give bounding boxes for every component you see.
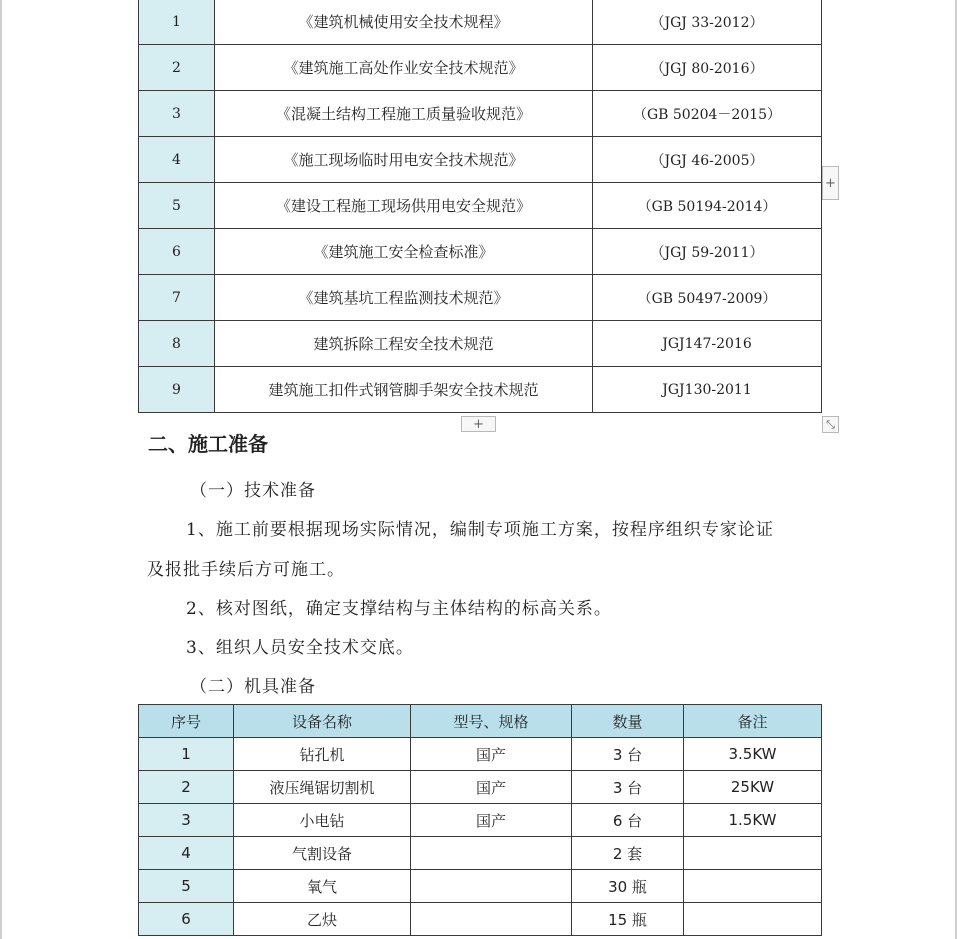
quantity-cell[interactable]: 3 台 [572, 738, 684, 771]
section-heading: 二、施工准备 [148, 432, 268, 456]
add-column-button[interactable]: + [822, 166, 839, 200]
model-cell[interactable] [411, 870, 572, 903]
row-number-cell[interactable]: 2 [139, 771, 234, 804]
note-cell[interactable]: 1.5KW [684, 804, 822, 837]
equipment-name-cell[interactable]: 小电钻 [234, 804, 411, 837]
equipment-table-header-row [139, 705, 822, 738]
table-resize-icon[interactable]: ⤡ [822, 416, 839, 433]
subheading-equipment-prep: （二）机具准备 [190, 677, 316, 697]
column-header: 型号、规格 [411, 705, 572, 738]
add-row-button[interactable]: + [461, 416, 496, 432]
table-row [139, 903, 822, 936]
quantity-cell[interactable]: 15 瓶 [572, 903, 684, 936]
row-number-cell[interactable]: 5 [139, 870, 234, 903]
row-number-cell[interactable]: 3 [139, 91, 215, 137]
table-row [139, 804, 822, 837]
table-row [139, 183, 822, 229]
row-number-cell[interactable]: 4 [139, 837, 234, 870]
column-header: 备注 [684, 705, 822, 738]
equipment-name-cell[interactable]: 氧气 [234, 870, 411, 903]
quantity-cell[interactable]: 3 台 [572, 771, 684, 804]
row-number-cell[interactable]: 5 [139, 183, 215, 229]
table-row [139, 229, 822, 275]
standard-code-cell[interactable]: （JGJ 46-2005） [593, 137, 822, 183]
table-row [139, 771, 822, 804]
standard-name-cell[interactable]: 建筑拆除工程安全技术规范 [215, 321, 593, 367]
standard-code-cell[interactable]: （GB 50194-2014） [593, 183, 822, 229]
standard-name-cell[interactable]: 《混凝土结构工程施工质量验收规范》 [215, 91, 593, 137]
standard-name-cell[interactable]: 建筑施工扣件式钢管脚手架安全技术规范 [215, 367, 593, 413]
standard-code-cell[interactable]: （GB 50497-2009） [593, 275, 822, 321]
equipment-table [138, 704, 822, 936]
paragraph-item1-line2: 及报批手续后方可施工。 [147, 560, 345, 580]
standard-name-cell[interactable]: 《建筑施工安全检查标准》 [215, 229, 593, 275]
standard-code-cell[interactable]: （GB 50204－2015） [593, 91, 822, 137]
table-row [139, 91, 822, 137]
standard-name-cell[interactable]: 《施工现场临时用电安全技术规范》 [215, 137, 593, 183]
table-row [139, 321, 822, 367]
row-number-cell[interactable]: 6 [139, 903, 234, 936]
row-number-cell[interactable]: 4 [139, 137, 215, 183]
row-number-cell[interactable]: 6 [139, 229, 215, 275]
model-cell[interactable]: 国产 [411, 771, 572, 804]
quantity-cell[interactable]: 2 套 [572, 837, 684, 870]
equipment-name-cell[interactable]: 钻孔机 [234, 738, 411, 771]
standard-name-cell[interactable]: 《建筑施工高处作业安全技术规范》 [215, 45, 593, 91]
row-number-cell[interactable]: 3 [139, 804, 234, 837]
note-cell[interactable]: 25KW [684, 771, 822, 804]
standard-code-cell[interactable]: （JGJ 80-2016） [593, 45, 822, 91]
standard-code-cell[interactable]: JGJ147-2016 [593, 321, 822, 367]
table-row [139, 837, 822, 870]
row-number-cell[interactable]: 7 [139, 275, 215, 321]
table-row [139, 137, 822, 183]
note-cell[interactable] [684, 837, 822, 870]
column-header: 数量 [572, 705, 684, 738]
model-cell[interactable] [411, 837, 572, 870]
table-row [139, 0, 822, 45]
page-left-edge [0, 0, 2, 939]
equipment-name-cell[interactable]: 气割设备 [234, 837, 411, 870]
paragraph-item1-line1: 1、施工前要根据现场实际情况，编制专项施工方案，按程序组织专家论证 [186, 520, 774, 540]
quantity-cell[interactable]: 30 瓶 [572, 870, 684, 903]
model-cell[interactable] [411, 903, 572, 936]
standard-code-cell[interactable]: JGJ130-2011 [593, 367, 822, 413]
row-number-cell[interactable]: 1 [139, 0, 215, 45]
paragraph-item2: 2、核对图纸，确定支撑结构与主体结构的标高关系。 [186, 599, 612, 619]
note-cell[interactable] [684, 870, 822, 903]
model-cell[interactable]: 国产 [411, 738, 572, 771]
table-row [139, 870, 822, 903]
standard-name-cell[interactable]: 《建筑机械使用安全技术规程》 [215, 0, 593, 45]
standards-table [138, 0, 822, 413]
paragraph-item3: 3、组织人员安全技术交底。 [186, 638, 414, 658]
note-cell[interactable] [684, 903, 822, 936]
column-header: 序号 [139, 705, 234, 738]
note-cell[interactable]: 3.5KW [684, 738, 822, 771]
model-cell[interactable]: 国产 [411, 804, 572, 837]
column-header: 设备名称 [234, 705, 411, 738]
table-row [139, 738, 822, 771]
row-number-cell[interactable]: 1 [139, 738, 234, 771]
row-number-cell[interactable]: 2 [139, 45, 215, 91]
standard-name-cell[interactable]: 《建设工程施工现场供用电安全规范》 [215, 183, 593, 229]
row-number-cell[interactable]: 9 [139, 367, 215, 413]
subheading-technical-prep: （一）技术准备 [190, 481, 316, 501]
table-row [139, 367, 822, 413]
standard-code-cell[interactable]: （JGJ 33-2012） [593, 0, 822, 45]
quantity-cell[interactable]: 6 台 [572, 804, 684, 837]
table-row [139, 275, 822, 321]
standard-name-cell[interactable]: 《建筑基坑工程监测技术规范》 [215, 275, 593, 321]
standard-code-cell[interactable]: （JGJ 59-2011） [593, 229, 822, 275]
table-row [139, 45, 822, 91]
row-number-cell[interactable]: 8 [139, 321, 215, 367]
equipment-name-cell[interactable]: 液压绳锯切割机 [234, 771, 411, 804]
equipment-name-cell[interactable]: 乙炔 [234, 903, 411, 936]
